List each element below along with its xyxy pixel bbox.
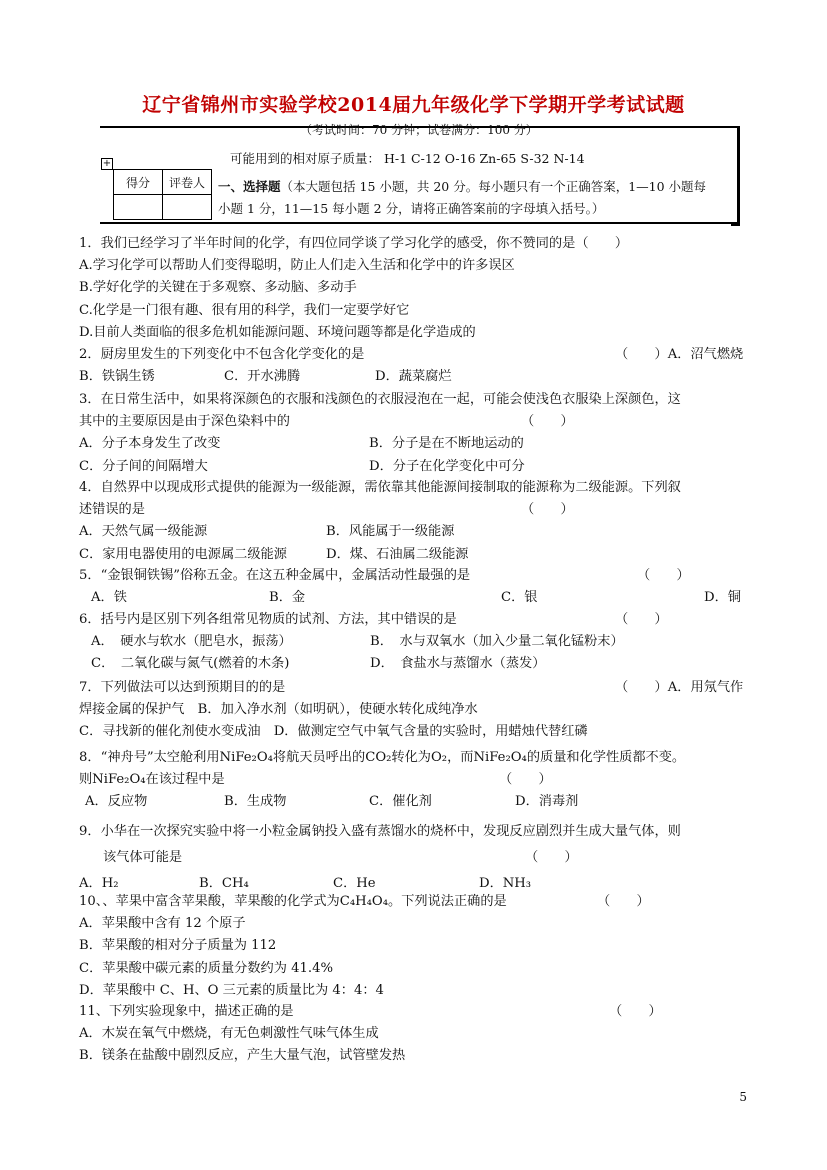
q6-line-1 xyxy=(79,609,749,631)
q5-line-1 xyxy=(79,565,749,587)
q9-stem-2: 该气体可能是 xyxy=(103,850,183,865)
q10-answer-bracket[interactable]: （ ） xyxy=(597,894,650,909)
q9-answer-bracket[interactable]: （ ） xyxy=(525,850,578,865)
section-desc-2: 小题 1 分，11—15 每小题 2 分，请将正确答案前的字母填入括号。） xyxy=(218,201,605,216)
q6-line-2 xyxy=(79,631,749,653)
atomic-masses: 可能用到的相对原子质量： H-1 C-12 O-16 Zn-65 S-32 N-14 xyxy=(230,151,585,166)
q11-option-a[interactable]: A．木炭在氧气中燃烧，有无色刺激性气味气体生成 xyxy=(79,1026,379,1042)
q3-line-2 xyxy=(79,411,749,433)
q5-stem: 5．“金银铜铁锡”俗称五金。在这五种金属中，金属活动性最强的是 xyxy=(79,568,471,583)
q1-option-a[interactable]: A.学习化学可以帮助人们变得聪明，防止人们走入生活和化学中的许多误区 xyxy=(79,258,515,274)
q2-stem: 2．厨房里发生的下列变化中不包含化学变化的是 xyxy=(79,347,365,362)
section-instructions xyxy=(218,176,730,220)
q4-option-b[interactable]: B．风能属于一级能源 xyxy=(326,524,455,540)
q4-option-c[interactable]: C．家用电器使用的电源属二级能源 xyxy=(79,546,287,562)
q7-line-1 xyxy=(79,677,749,699)
q1-option-b[interactable]: B.学好化学的关键在于多观察、多动脑、多动手 xyxy=(79,280,357,296)
q2-line-1 xyxy=(79,344,749,366)
q11-option-b[interactable]: B．镁条在盐酸中剧烈反应，产生大量气泡，试管壁发热 xyxy=(79,1048,406,1064)
q3-line-4 xyxy=(79,456,749,478)
page-title: 辽宁省锦州市实验学校2014届九年级化学下学期开学考试试题 xyxy=(142,94,685,116)
q4-stem-1: 4．自然界中以现成形式提供的能源为一级能源，需依靠其他能源间接制取的能源称为二级能源。下列叙 xyxy=(79,480,681,495)
score-cell[interactable] xyxy=(114,195,163,220)
q2-option-c[interactable]: C．开水沸腾 xyxy=(224,369,301,385)
q3-option-d[interactable]: D．分子在化学变化中可分 xyxy=(369,458,525,474)
q6-option-d[interactable]: D． 食盐水与蒸馏水（蒸发） xyxy=(370,656,546,672)
score-table xyxy=(113,169,212,220)
q7-stem: 7．下列做法可以达到预期目的的是 xyxy=(79,680,286,695)
question-1 xyxy=(79,233,749,344)
q10-line-1 xyxy=(79,891,749,913)
q7-line-2[interactable]: 焊接金属的保护气 B．加入净水剂（如明矾），使硬水转化成纯净水 xyxy=(79,702,478,718)
q3-option-b[interactable]: B．分子是在不断地运动的 xyxy=(369,436,524,452)
q8-option-d[interactable]: D．消毒剂 xyxy=(515,794,579,810)
question-5 xyxy=(79,565,749,609)
q3-option-c[interactable]: C．分子间的间隔增大 xyxy=(79,458,208,474)
page-number: 5 xyxy=(739,1090,747,1104)
q5-line-2 xyxy=(79,587,749,609)
q2-option-b[interactable]: B．铁锅生锈 xyxy=(79,369,155,385)
q10-option-a[interactable]: A．苹果酸中含有 12 个原子 xyxy=(79,916,246,932)
question-10 xyxy=(79,891,749,1002)
question-8 xyxy=(79,747,749,814)
question-4 xyxy=(79,477,749,566)
q11-line-1 xyxy=(79,1001,749,1023)
q3-option-a[interactable]: A．分子本身发生了改变 xyxy=(79,436,221,452)
q4-line-4 xyxy=(79,544,749,566)
q3-stem-2: 其中的主要原因是由于深色染料中的 xyxy=(79,414,290,430)
grader-cell[interactable] xyxy=(163,195,212,220)
question-2 xyxy=(79,344,749,388)
q4-option-a[interactable]: A．天然气属一级能源 xyxy=(79,524,208,540)
question-9 xyxy=(79,821,749,895)
q4-line-2 xyxy=(79,499,749,521)
q9-option-c[interactable]: C．He xyxy=(333,876,376,891)
q6-option-b[interactable]: B． 水与双氧水（加入少量二氧化锰粉末） xyxy=(370,634,624,650)
q10-option-c[interactable]: C．苹果酸中碳元素的质量分数约为 41.4% xyxy=(79,960,333,976)
q8-option-a[interactable]: A．反应物 xyxy=(85,794,148,810)
expand-icon: + xyxy=(102,158,112,169)
score-label: 得分 xyxy=(114,170,163,195)
q9-option-a[interactable]: A．H₂ xyxy=(79,876,119,891)
q9-option-d[interactable]: D．NH₃ xyxy=(479,876,532,891)
q2-answer-and-option-a[interactable]: （ ）A．沼气燃烧 xyxy=(615,347,744,362)
q11-answer-bracket[interactable]: （ ） xyxy=(609,1004,662,1019)
q5-option-c[interactable]: C．银 xyxy=(501,590,538,606)
q10-option-b[interactable]: B．苹果酸的相对分子质量为 112 xyxy=(79,938,277,954)
q9-line-2 xyxy=(79,847,749,873)
q6-answer-bracket[interactable]: （ ） xyxy=(615,612,668,627)
q10-stem: 10、、苹果中富含苹果酸，苹果酸的化学式为C₄H₄O₄。下列说法正确的是 xyxy=(79,894,507,909)
q8-stem-1: 8．“神舟号”太空舱利用NiFe₂O₄将航天员呼出的CO₂转化为O₂，而NiFe₂O₄的质量和化学性质都不变。 xyxy=(79,750,686,765)
q8-stem-2: 则NiFe₂O₄在该过程中是 xyxy=(79,772,225,788)
exam-header xyxy=(100,118,740,228)
q5-answer-bracket[interactable]: （ ） xyxy=(637,568,690,583)
q5-option-d[interactable]: D．铜 xyxy=(704,590,741,606)
header-bottom-rule xyxy=(100,222,740,224)
section-heading: 一、选择题 xyxy=(218,179,281,194)
q6-line-3 xyxy=(79,653,749,675)
q3-answer-bracket[interactable]: （ ） xyxy=(521,414,574,430)
question-6 xyxy=(79,609,749,676)
q6-stem: 6．括号内是区别下列各组常见物质的试剂、方法，其中错误的是 xyxy=(79,612,457,627)
grader-label: 评卷人 xyxy=(163,170,212,195)
q3-line-3 xyxy=(79,433,749,455)
exam-info: （考试时间：70 分钟；试卷满分：100 分） xyxy=(300,123,538,137)
q8-line-3 xyxy=(79,791,749,813)
q6-option-a[interactable]: A． 硬水与软水（肥皂水，振荡） xyxy=(91,634,292,650)
question-3 xyxy=(79,389,749,478)
q9-option-b[interactable]: B．CH₄ xyxy=(199,876,249,891)
q7-answer-and-option-a[interactable]: （ ）A．用氖气作 xyxy=(615,680,744,695)
q3-stem-1: 3．在日常生活中，如果将深颜色的衣服和浅颜色的衣服浸泡在一起，可能会使浅色衣服染上深颜色，这 xyxy=(79,392,681,407)
q8-line-2 xyxy=(79,769,749,791)
q1-option-d[interactable]: D.目前人类面临的很多危机如能源问题、环境问题等都是化学造成的 xyxy=(79,324,476,340)
q8-answer-bracket[interactable]: （ ） xyxy=(499,772,552,788)
q8-option-c[interactable]: C．催化剂 xyxy=(369,794,432,810)
q2-line-2 xyxy=(79,366,749,388)
q6-option-c[interactable]: C． 二氧化碳与氮气(燃着的木条) xyxy=(91,656,290,672)
q8-option-b[interactable]: B．生成物 xyxy=(224,794,287,810)
q7-line-3[interactable]: C．寻找新的催化剂使水变成油 D．做测定空气中氧气含量的实验时，用蜡烛代替红磷 xyxy=(79,724,588,740)
q4-answer-bracket[interactable]: （ ） xyxy=(521,502,574,518)
q10-option-d[interactable]: D．苹果酸中 C、H、O 三元素的质量比为 4：4：4 xyxy=(79,982,384,998)
question-7 xyxy=(79,677,749,744)
section-desc-1: （本大题包括 15 小题，共 20 分。每小题只有一个正确答案，1—10 小题每 xyxy=(280,179,707,194)
q11-stem: 11、下列实验现象中，描述正确的是 xyxy=(79,1004,294,1019)
q1-stem: 1．我们已经学习了半年时间的化学，有四位同学谈了学习化学的感受，你不赞同的是（ ） xyxy=(79,236,629,251)
question-11 xyxy=(79,1001,749,1068)
q9-stem-1: 9．小华在一次探究实验中将一小粒金属钠投入盛有蒸馏水的烧杯中，发现反应剧烈并生成大量气体，则 xyxy=(79,824,681,839)
q1-option-c[interactable]: C.化学是一门很有趣、很有用的科学，我们一定要学好它 xyxy=(79,302,410,318)
q4-option-d[interactable]: D．煤、石油属二级能源 xyxy=(326,546,469,562)
q2-option-d[interactable]: D．蔬菜腐烂 xyxy=(375,369,452,385)
q5-option-a[interactable]: A．铁 xyxy=(91,590,127,606)
q4-line-3 xyxy=(79,521,749,543)
q5-option-b[interactable]: B．金 xyxy=(269,590,306,606)
header-bracket xyxy=(731,126,740,226)
q4-stem-2: 述错误的是 xyxy=(79,502,145,518)
